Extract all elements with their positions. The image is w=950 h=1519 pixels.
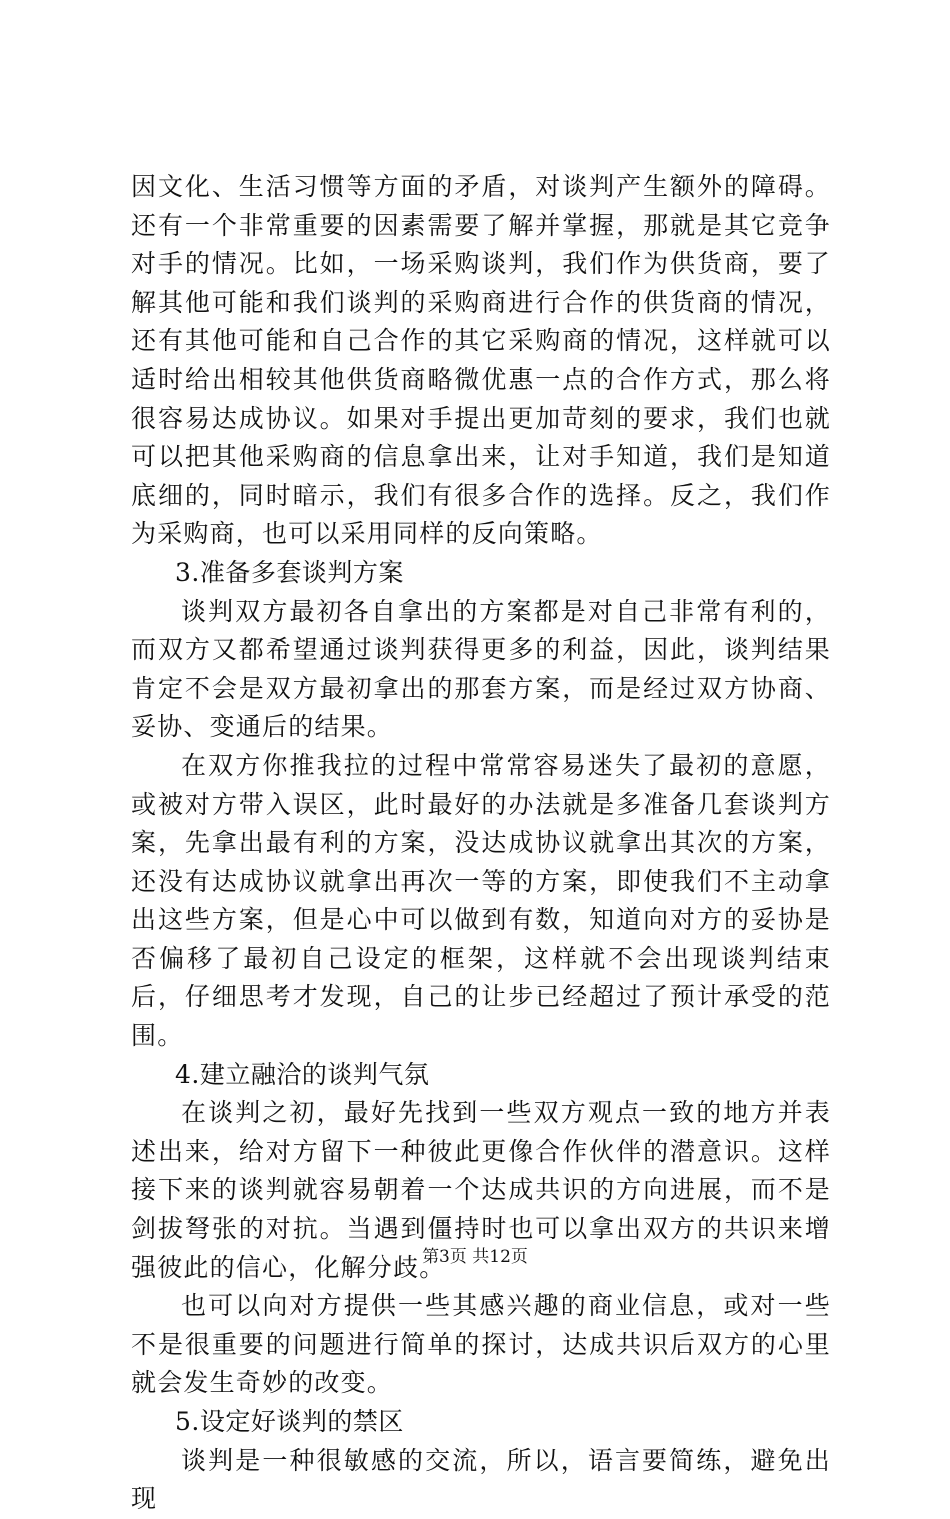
paragraph-sensitive-communication: 谈判是一种很敏感的交流，所以，语言要简练，避免出现 — [131, 1445, 831, 1514]
paragraph-multiple-plans: 在双方你推我拉的过程中常常容易迷失了最初的意愿，或被对方带入误区，此时最好的办法就是多准备几套谈判方案，先拿出最有利的方案，没达成协议就拿出其次的方案，还没有达成协议就拿出再次一等的方案，即使我们不主动拿出这些方案，但是心中可以做到有数，知道向对方的妥协是否偏移了最初自己设定的框架，这样就不会出现谈判结束后，仔细思考才发现，自己的让步已经超过了预计承受的范围。 — [131, 750, 831, 1051]
heading-atmosphere: 4.建立融洽的谈判气氛 — [175, 1059, 430, 1089]
paragraph-common-ground: 在谈判之初，最好先找到一些双方观点一致的地方并表述出来，给对方留下一种彼此更像合作伙伴的潜意识。这样接下来的谈判就容易朝着一个达成共识的方向进展，而不是剑拔弩张的对抗。当遇到僵持时也可以拿出双方的共识来增强彼此的信心，化解分歧。 — [131, 1098, 831, 1282]
paragraph-competitors: 因文化、生活习惯等方面的矛盾，对谈判产生额外的障碍。还有一个非常重要的因素需要了解并掌握，那就是其它竞争对手的情况。比如，一场采购谈判，我们作为供货商，要了解其他可能和我们谈判的采购商进行合作的供货商的情况，还有其他可能和自己合作的其它采购商的情况，这样就可以适时给出相较其他供货商略微优惠一点的合作方式，那么将很容易达成协议。如果对手提出更加苛刻的要求，我们也就可以把其他采购商的信息拿出来，让对手知道，我们是知道底细的，同时暗示，我们有很多合作的选择。反之，我们作为采购商，也可以采用同样的反向策略。 — [131, 172, 831, 549]
page-number-footer: 第3页 共12页 — [422, 1247, 528, 1267]
paragraph-initial-plans: 谈判双方最初各自拿出的方案都是对自己非常有利的，而双方又都希望通过谈判获得更多的利益，因此，谈判结果肯定不会是双方最初拿出的那套方案，而是经过双方协商、妥协、变通后的结果。 — [131, 596, 831, 742]
heading-forbidden-zone: 5.设定好谈判的禁区 — [175, 1407, 404, 1436]
paragraph-business-info: 也可以向对方提供一些其感兴趣的商业信息，或对一些不是很重要的问题进行简单的探讨，达成共识后双方的心里就会发生奇妙的改变。 — [131, 1291, 831, 1398]
heading-prepare-plans: 3.准备多套谈判方案 — [175, 557, 404, 587]
document-body — [131, 168, 831, 1519]
